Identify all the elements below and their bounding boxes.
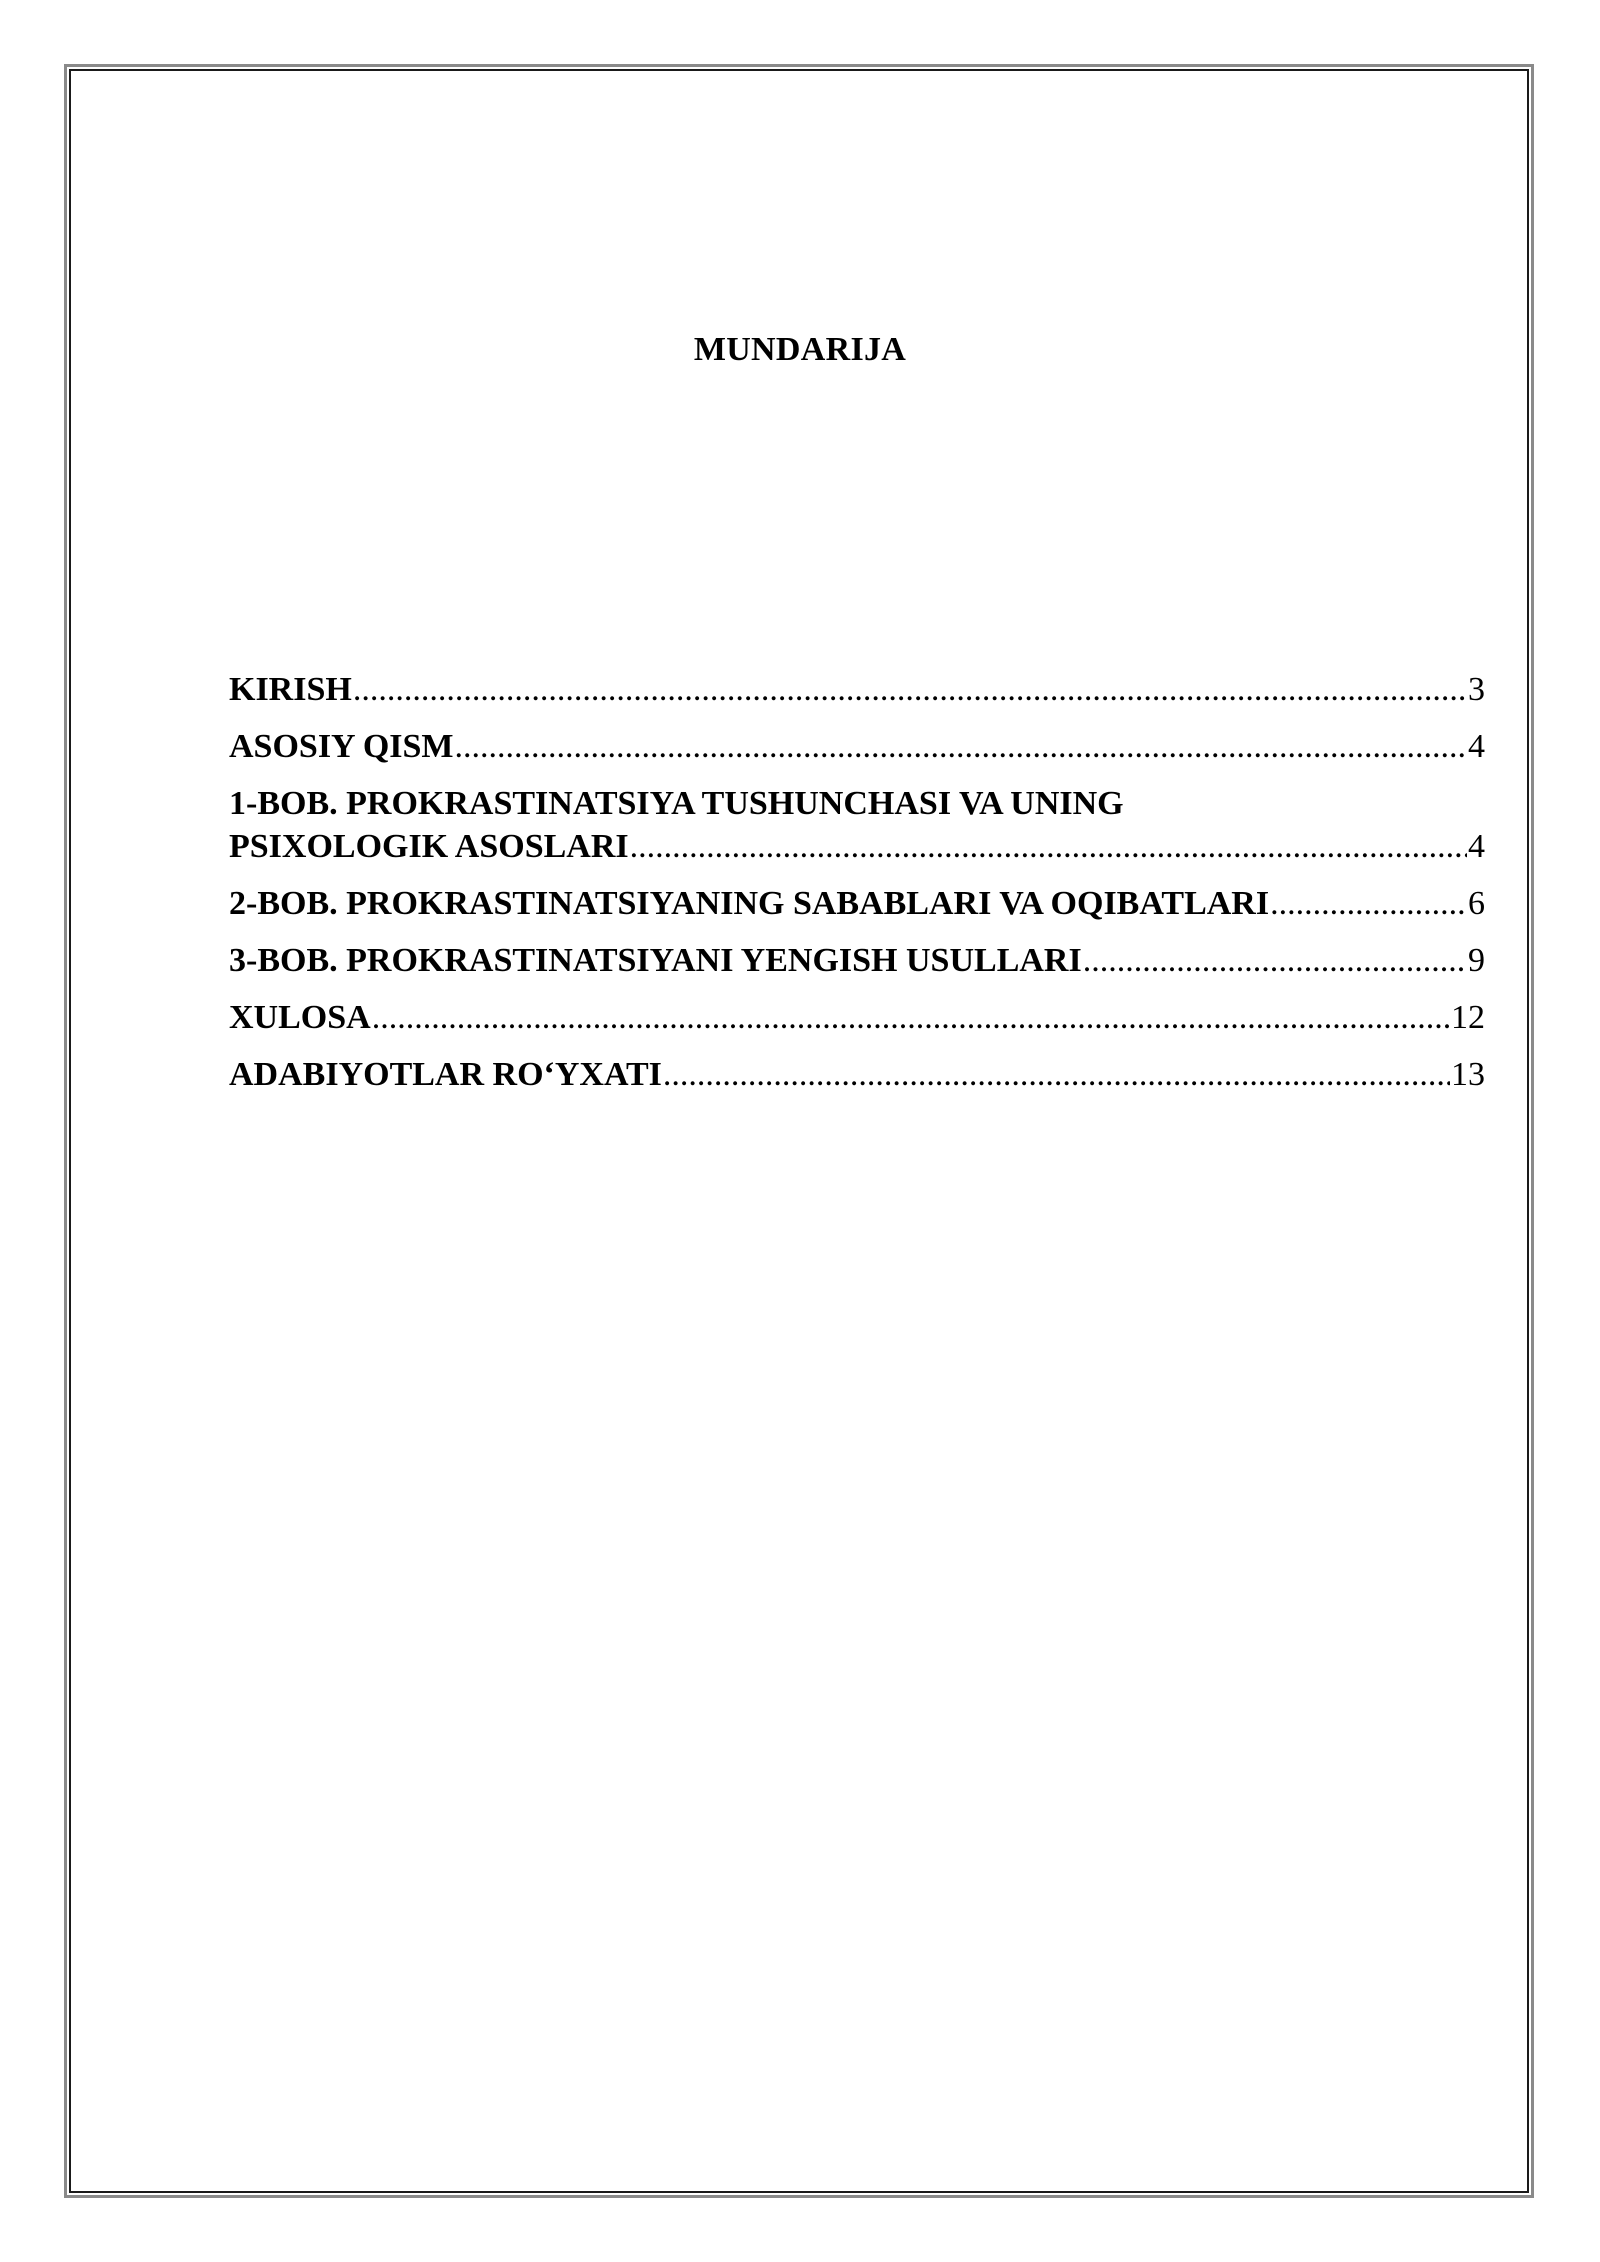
toc-entry-3-bob[interactable]	[229, 939, 1485, 982]
dot-leader	[1270, 882, 1467, 925]
toc-entry-label: KIRISH	[229, 671, 352, 708]
toc-page-number: 13	[1451, 1056, 1485, 1093]
table-of-contents	[229, 668, 1485, 1110]
toc-entry-1-bob[interactable]	[229, 782, 1485, 868]
dot-leader	[663, 1053, 1450, 1096]
toc-page-number: 9	[1468, 942, 1485, 979]
toc-page-number: 12	[1451, 999, 1485, 1036]
toc-entry-label: ASOSIY QISM	[229, 728, 454, 765]
toc-entry-asosiy-qism[interactable]	[229, 725, 1485, 768]
toc-page-number: 4	[1468, 728, 1485, 765]
toc-entry-label: 2-BOB. PROKRASTINATSIYANING SABABLARI VA OQIBATLARI	[229, 885, 1270, 922]
dot-leader	[1083, 939, 1467, 982]
toc-entry-label: PSIXOLOGIK ASOSLARI	[229, 828, 629, 865]
toc-entry-xulosa[interactable]	[229, 996, 1485, 1039]
toc-entry-label: ADABIYOTLAR RO‘YXATI	[229, 1056, 662, 1093]
toc-page-number: 4	[1468, 828, 1485, 865]
toc-entry-2-bob[interactable]	[229, 882, 1485, 925]
page-title: MUNDARIJA	[693, 331, 907, 368]
toc-entry-label: XULOSA	[229, 999, 371, 1036]
dot-leader	[372, 996, 1450, 1039]
toc-entry-adabiyotlar[interactable]	[229, 1053, 1485, 1096]
toc-entry-label: 3-BOB. PROKRASTINATSIYANI YENGISH USULLARI	[229, 942, 1082, 979]
dot-leader	[353, 668, 1467, 711]
toc-page-number: 3	[1468, 671, 1485, 708]
dot-leader	[455, 725, 1467, 768]
toc-entry-label-line1: 1-BOB. PROKRASTINATSIYA TUSHUNCHASI VA UNING	[229, 785, 1124, 822]
dot-leader	[630, 825, 1467, 868]
page-border-inner	[69, 69, 1529, 2193]
toc-page-number: 6	[1468, 885, 1485, 922]
toc-entry-kirish[interactable]	[229, 668, 1485, 711]
